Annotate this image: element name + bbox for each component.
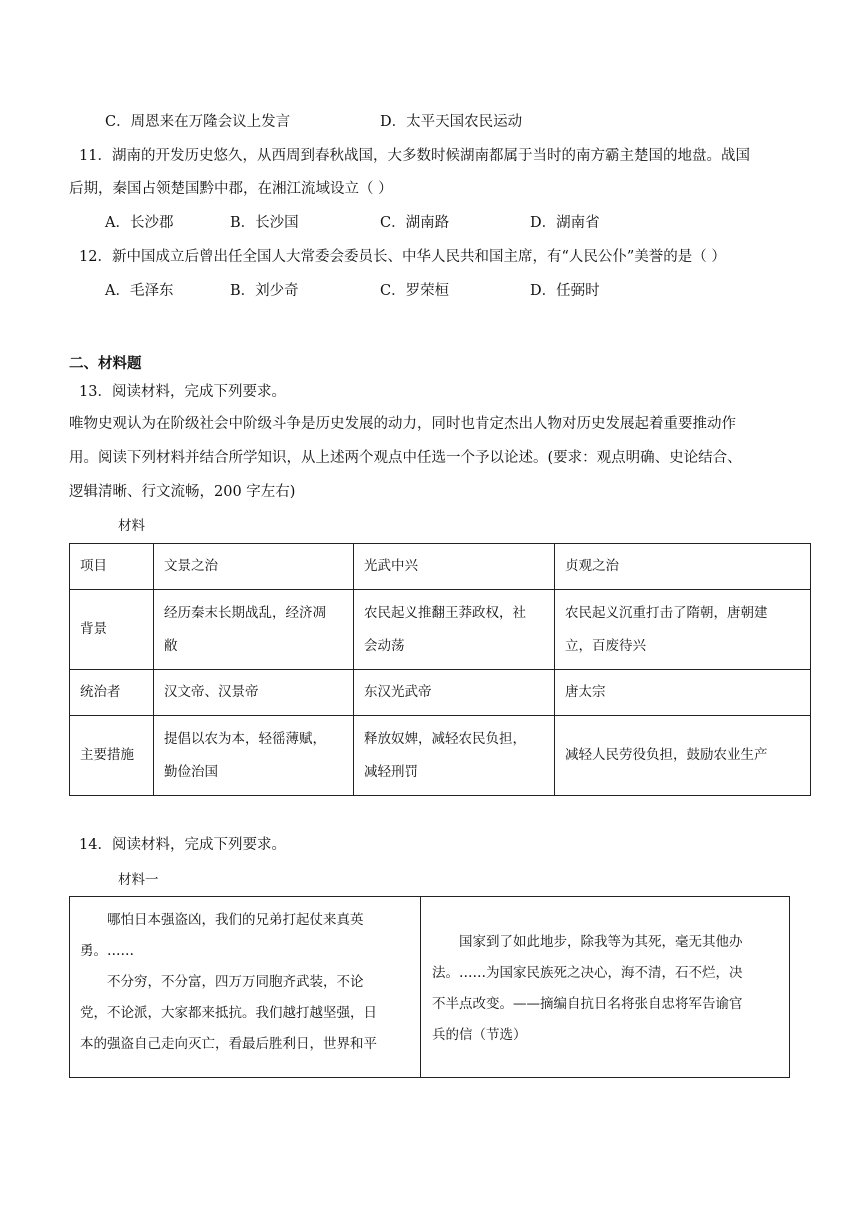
question-11-stem-line1: 11．湖南的开发历史悠久，从西周到春秋战国，大多数时候湖南都属于当时的南方霸主楚国的地盘。战国 bbox=[79, 148, 750, 164]
q12-option-d: D．任弼时 bbox=[530, 283, 600, 299]
table-cell: 农民起义沉重打击了隋朝，唐朝建 立，百废待兴 bbox=[555, 590, 811, 670]
table-cell: 唐太宗 bbox=[555, 670, 811, 716]
question-14-stem: 14．阅读材料，完成下列要求。 bbox=[79, 837, 286, 853]
table-header-row bbox=[70, 544, 811, 590]
table-cell: 汉文帝、汉景帝 bbox=[154, 670, 354, 716]
table-cell: 提倡以农为本，轻徭薄赋， 勤俭治国 bbox=[154, 716, 354, 796]
table-row bbox=[70, 670, 811, 716]
table-cell: 农民起义推翻王莽政权，社 会动荡 bbox=[354, 590, 555, 670]
column-divider bbox=[420, 897, 421, 1077]
q11-option-a: A．长沙郡 bbox=[105, 215, 174, 231]
letter-excerpt: 国家到了如此地步，除我等为其死，毫无其他办 法。……为国家民族死之决心，海不清，石不烂，决 不半点改变。——摘编自抗日名将张自忠将军告谕官 兵的信（节选） bbox=[432, 934, 743, 1043]
song-lyrics-excerpt: 哪怕日本强盗凶，我们的兄弟打起仗来真英 勇。…… 不分穷，不分富，四万万同胞齐武装，不论 党，不论派，大家都来抵抗。我们越打越坚强，日 本的强盗自己走向灭亡，看最后胜利日，世界和平 bbox=[80, 912, 377, 1052]
table-row bbox=[70, 590, 811, 670]
table-header-cell: 贞观之治 bbox=[555, 544, 811, 590]
table-cell: 经历秦末长期战乱，经济凋 敝 bbox=[154, 590, 354, 670]
material-label: 材料 bbox=[118, 518, 145, 534]
q11-option-c: C．湖南路 bbox=[380, 215, 450, 231]
q12-option-a: A．毛泽东 bbox=[105, 283, 174, 299]
row-label: 主要措施 bbox=[70, 716, 154, 796]
question-11-stem-line2: 后期，秦国占领楚国黔中郡，在湘江流域设立（ ） bbox=[69, 181, 393, 197]
row-label: 背景 bbox=[70, 590, 154, 670]
option-d: D．太平天国农民运动 bbox=[380, 114, 523, 130]
table-cell: 东汉光武帝 bbox=[354, 670, 555, 716]
section-title: 二、材料题 bbox=[69, 356, 142, 372]
table-cell: 减轻人民劳役负担，鼓励农业生产 bbox=[555, 716, 811, 796]
question-13-para-line2: 用。阅读下列材料并结合所学知识，从上述两个观点中任选一个予以论述。(要求：观点明确、史论结合、 bbox=[69, 450, 742, 466]
table-header-cell: 项目 bbox=[70, 544, 154, 590]
q11-option-b: B．长沙国 bbox=[230, 215, 299, 231]
question-13-para-line3: 逻辑清晰、行文流畅，200 字左右) bbox=[69, 484, 296, 500]
material-one-box bbox=[69, 896, 790, 1078]
comparison-table bbox=[69, 543, 811, 796]
question-13-para-line1: 唯物史观认为在阶级社会中阶级斗争是历史发展的动力，同时也肯定杰出人物对历史发展起着重要推动作 bbox=[69, 416, 736, 432]
q11-option-d: D．湖南省 bbox=[530, 215, 600, 231]
q12-option-b: B．刘少奇 bbox=[230, 283, 299, 299]
table-cell: 释放奴婢，减轻农民负担， 减轻刑罚 bbox=[354, 716, 555, 796]
table-row bbox=[70, 716, 811, 796]
row-label: 统治者 bbox=[70, 670, 154, 716]
table-header-cell: 文景之治 bbox=[154, 544, 354, 590]
question-12-stem: 12．新中国成立后曾出任全国人大常委会委员长、中华人民共和国主席，有“人民公仆”美誉的是（ ） bbox=[79, 249, 726, 265]
q12-option-c: C．罗荣桓 bbox=[380, 283, 450, 299]
option-c: C．周恩来在万隆会议上发言 bbox=[105, 114, 291, 130]
question-13-stem: 13．阅读材料，完成下列要求。 bbox=[79, 384, 286, 400]
material-one-label: 材料一 bbox=[118, 872, 159, 888]
table-header-cell: 光武中兴 bbox=[354, 544, 555, 590]
